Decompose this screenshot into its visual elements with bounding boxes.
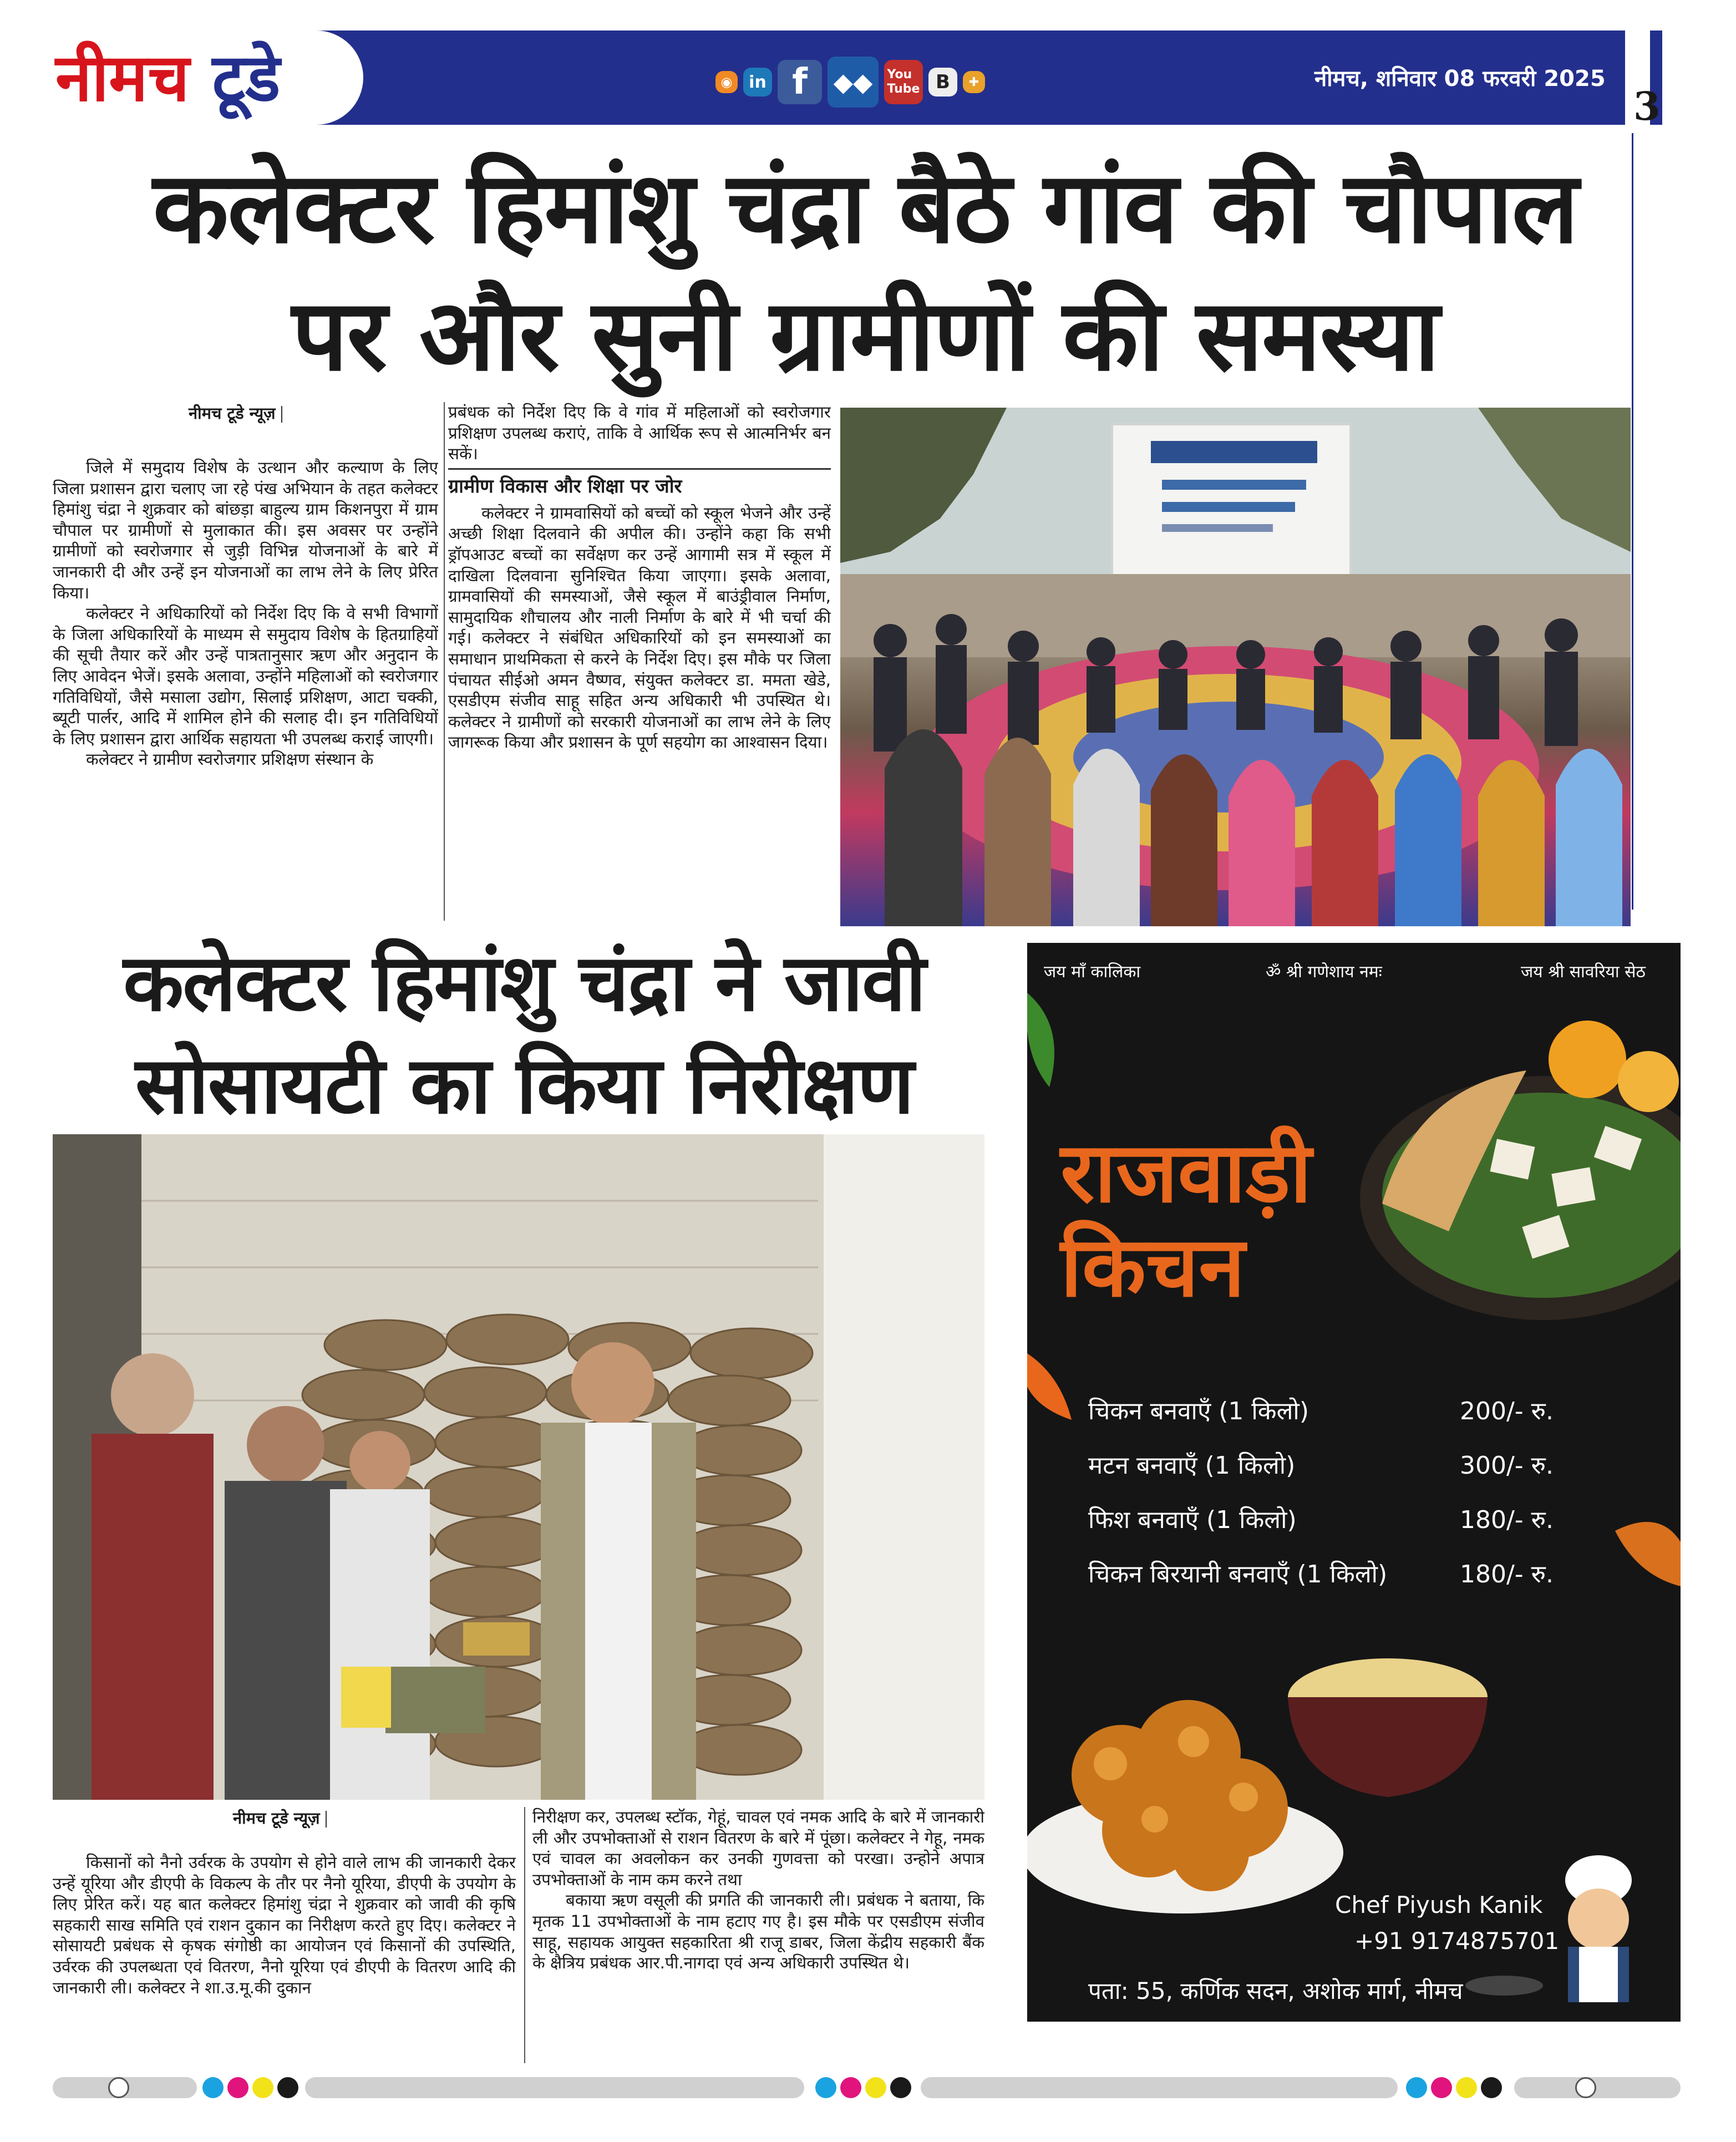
black-dot-2 — [890, 2077, 911, 2098]
article1-headline — [44, 144, 1686, 399]
magenta-dot-3 — [1431, 2077, 1452, 2098]
article1-col1-para2: कलेक्टर ने अधिकारियों को निर्देश दिए कि वे सभी विभागों के जिला अधिकारियों के माध्यम से समुदाय विशेष के हितग्राहियों की सूची तैयार करें और उन्हें पात्रतानुसार ऋण और अनुदान के लिए आवेदन भेजें। इसके अलावा, उन्होंने महिलाओं को स्वरोजगार गतिविधियों, जैसे मसाला उद्योग, सिलाई प्रशिक्षण, आटा चक्की, ब्यूटी पार्लर, आदि में शामिल होने की सलाह दी। इन गतिविधियों के लिए प्रशासन द्वारा आर्थिक सहायता भी उपलब्ध कराई जाएगी। — [53, 604, 438, 748]
youtube-icon[interactable]: You Tube — [884, 60, 923, 104]
logo-part-2: टूडे — [212, 39, 281, 116]
column-divider-2 — [524, 1807, 525, 2063]
yellow-dot-3 — [1456, 2077, 1477, 2098]
article1-col2-para2: कलेक्टर ने ग्रामवासियों को बच्चों को स्कूल भेजने और उन्हें अच्छी शिक्षा दिलवाने की अपील की। उन्होंने कहा कि सभी ड्रॉपआउट बच्चों का सर्वेक्षण कर उन्हें आगामी सत्र में स्कूल में दाखिला दिलवाना सुनिश्चित किया जाएगा। इसके अलावा, ग्रामवासियों की समस्याओं, जैसे स्कूल में बाउंड्रीवाल निर्माण, सामुदायिक शौचालय और नाली निर्माण के बारे में भी चर्चा की गई। कलेक्टर ने संबंधित अधिकारियों को इन समस्याओं का समाधान प्राथमिकता से करने के निर्देश दिए। इस मौके पर जिला पंचायत सीईओ अमन वैष्णव, संयुक्त कलेक्टर डा. ममता खेडे, एसडीएम संजीव साहू सहित अन्य अधिकारी भी उपस्थित थे। कलेक्टर ने ग्रामीणों को सरकारी योजनाओं का लाभ लेने के लिए जागरूक किया और प्रशासन के पूर्ण सहयोग का आश्वासन दिया। — [448, 503, 831, 752]
article1-col1-para3: कलेक्टर ने ग्रामीण स्वरोजगार प्रशिक्षण संस्थान के — [86, 750, 374, 769]
black-dot — [277, 2077, 298, 2098]
ad-top-center: ॐ श्री गणेशाय नमः — [1266, 962, 1382, 982]
ad-top-right: जय श्री सावरिया सेठ — [1521, 962, 1646, 982]
article1-col2-para1: प्रबंधक को निर्देश दिए कि वे गांव में महिलाओं को स्वरोजगार प्रशिक्षण उपलब्ध कराएं, ताकि वे आर्थिक रूप से आत्मनिर्भर बन सकें। — [448, 403, 831, 464]
rajwadi-kitchen-ad[interactable] — [1027, 943, 1681, 2022]
article2-headline-line1: कलेक्टर हिमांशु चंद्रा ने जावी — [123, 937, 925, 1029]
reg-bar-4 — [1514, 2077, 1681, 2098]
article1-column1 — [53, 458, 438, 921]
ad-title-line1: राजवाड़ी — [1060, 1125, 1312, 1221]
ad-address: पता: 55, कर्णिक सदन, अशोक मार्ग, नीमच — [1088, 1977, 1463, 2004]
article1-column2 — [448, 402, 831, 923]
chaupal-photo — [840, 408, 1631, 926]
social-icons — [715, 55, 985, 109]
article2-column1 — [53, 1852, 516, 2063]
article2-col2-para1: निरीक्षण कर, उपलब्ध स्टॉक, गेहूं, चावल एवं नमक आदि के बारे में जानकारी ली और उपभोक्ताओं से राशन वितरण के बारे में पूंछा। कलेक्टर ने गेहू, नमक एवं चावल का अवलोकन कर उनकी गुणवत्ता को परखा। उन्होने अपात्र उपभोक्ताओं के नाम कम करने तथा — [532, 1808, 984, 1889]
ad-top-left: जय माँ कालिका — [1044, 962, 1141, 982]
article2-col1-para1: किसानों को नैनो उर्वरक के उपयोग से होने वाले लाभ की जानकारी देकर उन्हें यूरिया और डीएपी के विकल्प के तौर पर नैनो यूरिया, डीएपी के उपयोग के लिए प्रेरित करें। यह बात कलेक्टर हिमांशु चंद्रा ने शुक्रवार को जावी की कृषि सहकारी साख समिति एवं राशन दुकान का निरीक्षण करते हुए दिए। कलेक्टर ने सोसायटी प्रबंधक से कृषक संगोष्ठी का आयोजन एवं किसानों की उपस्थिति, उर्वरक की उपलब्धता एवं वितरण, नैनो यूरिया एवं डीएपी के वितरण आदि की जानकारी ली। कलेक्टर ने शा.उ.मू.की दुकान — [53, 1853, 516, 1997]
menu-item-3: फिश बनवाएँ (1 किलो) — [1088, 1506, 1297, 1534]
article2-byline: नीमच टूडे न्यूज़ — [233, 1807, 327, 1829]
article1-headline-line2: पर और सुनी ग्रामीणों की समस्या — [292, 278, 1439, 393]
reg-bar-2 — [305, 2077, 804, 2098]
menu-price-2: 300/- रु. — [1460, 1451, 1554, 1480]
cyan-dot-3 — [1406, 2077, 1427, 2098]
ad-decoration — [1027, 943, 1681, 2022]
inspection-photo-illustration — [53, 1134, 984, 1800]
share-icon[interactable]: ✚ — [963, 71, 985, 93]
yellow-dot — [252, 2077, 273, 2098]
chef-name: Chef Piyush Kanik — [1335, 1891, 1543, 1918]
newspaper-logo[interactable] — [55, 33, 280, 122]
society-inspection-photo — [53, 1134, 984, 1800]
menu-item-1: चिकन बनवाएँ (1 किलो) — [1088, 1397, 1309, 1425]
page-number: 3 — [1633, 83, 1661, 129]
dateline: नीमच, शनिवार 08 फरवरी 2025 — [1314, 66, 1606, 92]
article1-headline-line1: कलेक्टर हिमांशु चंद्रा बैठे गांव की चौपाल — [153, 150, 1578, 265]
crosshair-icon — [108, 2077, 129, 2098]
menu-price-3: 180/- रु. — [1460, 1506, 1554, 1534]
column-divider — [444, 402, 445, 921]
in-icon[interactable]: in — [743, 68, 772, 97]
article1-byline: नीमच टूडे न्यूज़ — [189, 402, 282, 424]
article2-col2-para2: बकाया ऋण वसूली की प्रगति की जानकारी ली। प्रबंधक ने बताया, कि मृतक 11 उपभोक्ताओं के नाम हटाए गए है। इस मौके पर एसडीएम संजीव साहू, सहायक आयुक्त सहकारिता श्री राजू डाबर, जिला केंद्रीय सहकारी बैंक के क्षैत्रिय प्रबंधक आर.पी.नागदा एवं अन्य अधिकारी उपस्थित थे। — [532, 1891, 984, 1973]
cyan-dot — [202, 2077, 224, 2098]
yellow-dot-2 — [865, 2077, 886, 2098]
article1-col1-para1: जिले में समुदाय विशेष के उत्थान और कल्याण के लिए जिला प्रशासन द्वारा चलाए जा रहे पंख अभियान के तहत कलेक्टर हिमांशु चंद्रा ने शुक्रवार को बांछड़ा बाहुल्य ग्राम किशनपुरा में ग्राम चौपाल पर ग्रामीणों से मुलाकात की। इस अवसर पर उन्होंने ग्रामीणों को स्वरोजगार से जुड़ी विभिन्न योजनाओं के बारे में जानकारी दी और उन्हें इन योजनाओं का लाभ लेने के लिए प्रेरित किया। — [53, 458, 438, 602]
crosshair-icon-2 — [1575, 2077, 1596, 2098]
ad-title-line2: किचन — [1060, 1219, 1245, 1316]
group-icon[interactable]: ◆◆ — [828, 57, 879, 108]
facebook-icon[interactable]: f — [778, 60, 822, 104]
menu-price-1: 200/- रु. — [1460, 1397, 1554, 1425]
cyan-dot-2 — [815, 2077, 836, 2098]
article2-column2 — [532, 1807, 984, 2063]
menu-price-4: 180/- रु. — [1460, 1560, 1554, 1588]
article2-headline — [44, 932, 1004, 1137]
article2-headline-line2: सोसायटी का किया निरीक्षण — [135, 1040, 913, 1131]
menu-item-2: मटन बनवाएँ (1 किलो) — [1088, 1451, 1296, 1480]
rss-icon[interactable]: ◉ — [715, 71, 738, 93]
chaupal-photo-illustration — [840, 408, 1631, 926]
reg-bar-3 — [921, 2077, 1398, 2098]
magenta-dot-2 — [840, 2077, 861, 2098]
blogger-icon[interactable]: B — [928, 68, 957, 97]
logo-part-1: नीमच — [55, 39, 190, 116]
black-dot-3 — [1481, 2077, 1502, 2098]
article1-subheading: ग्रामीण विकास और शिक्षा पर जोर — [448, 468, 831, 503]
magenta-dot — [227, 2077, 248, 2098]
menu-item-4: चिकन बिरयानी बनवाएँ (1 किलो) — [1088, 1560, 1388, 1588]
chef-phone[interactable]: +91 9174875701 — [1354, 1927, 1560, 1955]
